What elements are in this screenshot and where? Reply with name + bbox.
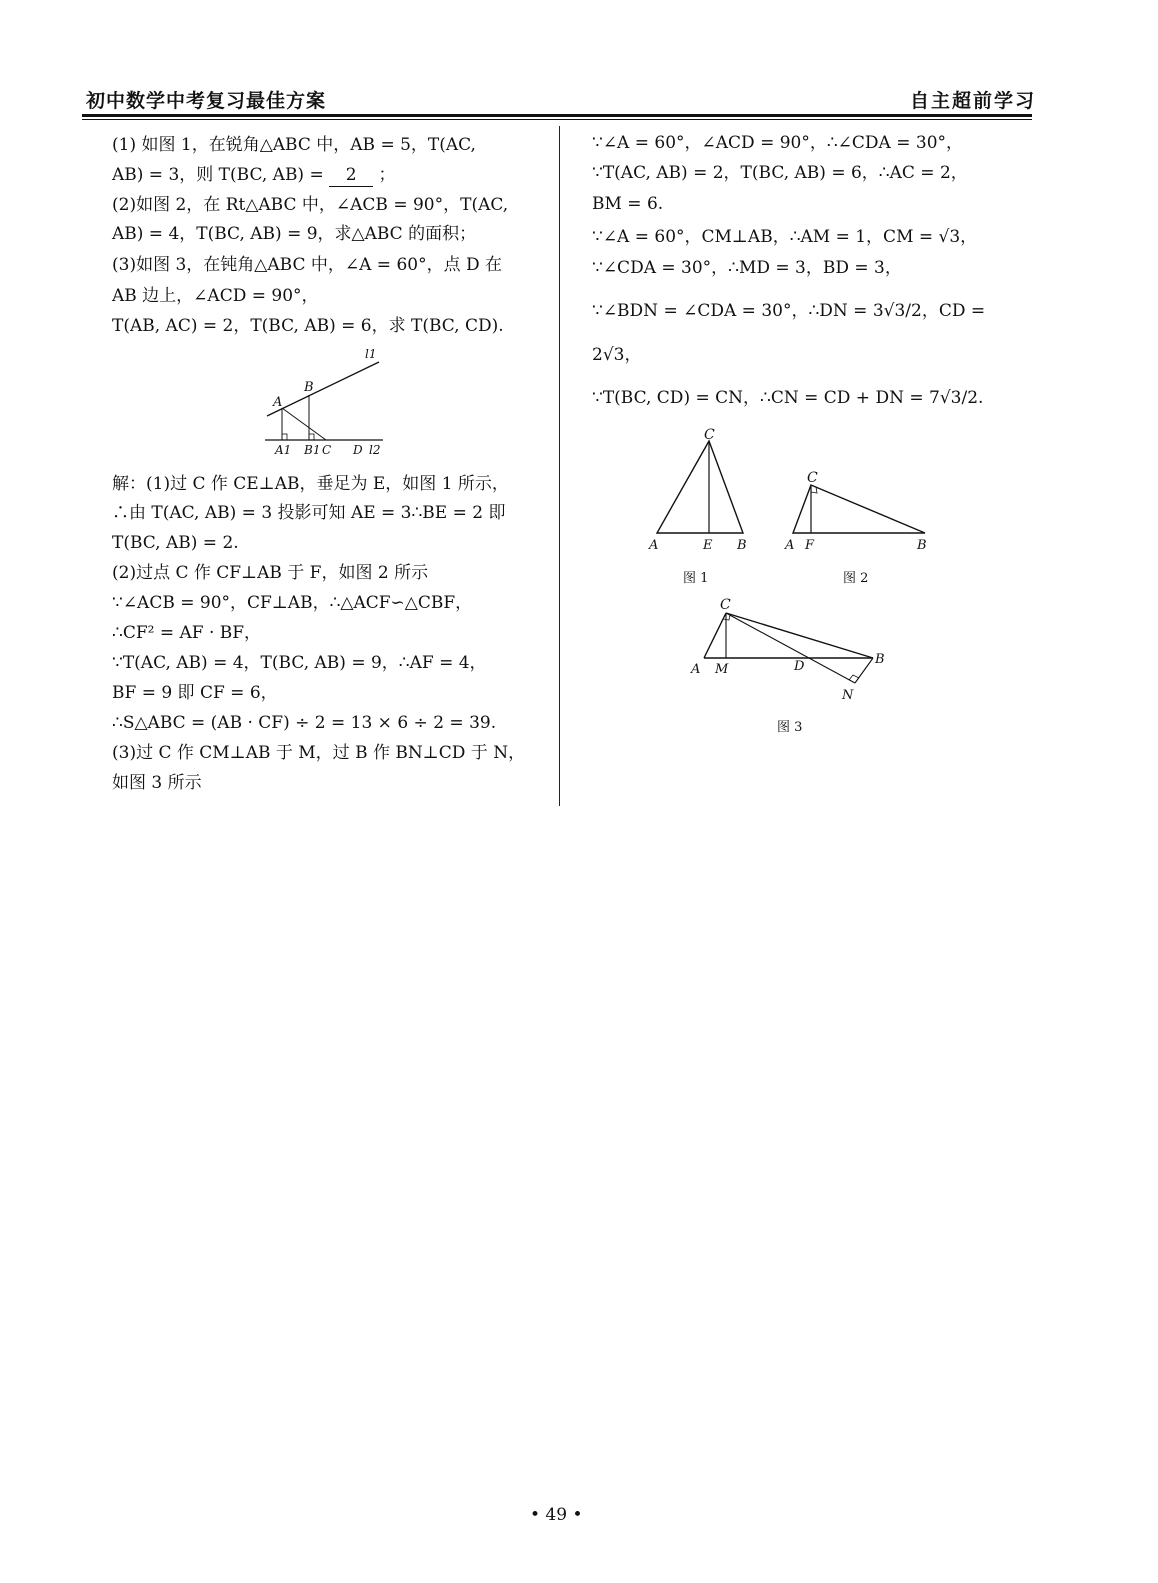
fig2-label-a: A — [785, 538, 795, 553]
fig2-label-b: B — [917, 538, 927, 553]
right-angle-a1 — [282, 434, 287, 440]
problem-line-6: AB 边上，∠ACD = 90°， — [112, 286, 319, 306]
line-l1 — [267, 362, 379, 416]
header-section-title: 自主超前学习 — [909, 90, 1036, 112]
fig3-label-d: D — [794, 659, 805, 674]
figure-1 — [645, 425, 755, 590]
solution-line-5: ∵∠ACB = 90°，CF⊥AB，∴△ACF∽△CBF， — [112, 593, 473, 613]
label-a: A — [273, 395, 283, 410]
label-c: C — [322, 443, 332, 457]
label-b: B — [304, 380, 314, 395]
header-book-title: 初中数学中考复习最佳方案 — [86, 90, 327, 112]
solution-line-3: T(BC, AB) = 2. — [112, 533, 239, 553]
solution-line-2: ∴由 T(AC, AB) = 3 投影可知 AE = 3∴BE = 2 即 — [112, 503, 506, 523]
fig1-label-c: C — [704, 427, 715, 443]
fig1-label-a: A — [649, 538, 659, 553]
figure-2 — [780, 465, 940, 590]
right-line-7: 2√3， — [592, 345, 642, 365]
label-a1: A1 — [275, 443, 292, 457]
fig3-perp-bn — [855, 658, 873, 683]
label-l1: l1 — [365, 347, 377, 361]
fig2-label-f: F — [805, 538, 815, 553]
fig3-label-b: B — [875, 652, 885, 667]
label-b1: B1 — [304, 443, 321, 457]
solution-line-4: (2)过点 C 作 CF⊥AB 于 F，如图 2 所示 — [112, 563, 429, 583]
right-line-4: ∵∠A = 60°，CM⊥AB，∴AM = 1，CM = √3， — [592, 227, 978, 247]
fig3-label-c: C — [720, 597, 731, 613]
problem-line-4: AB) = 4，T(BC, AB) = 9，求△ABC 的面积； — [112, 224, 477, 244]
fig2-right-angle-c — [811, 487, 817, 493]
header-rule — [82, 114, 1032, 117]
solution-line-1: 解：(1)过 C 作 CE⊥AB，垂足为 E，如图 1 所示， — [112, 474, 509, 494]
problem-line-2-text: AB) = 3，则 T(BC, AB) = — [112, 165, 324, 185]
fig3-side-ca — [704, 613, 726, 658]
right-line-5: ∵∠CDA = 30°，∴MD = 3，BD = 3， — [592, 258, 902, 278]
problem-line-1: (1) 如图 1，在锐角△ABC 中，AB = 5，T(AC, — [112, 135, 476, 155]
fig1-triangle — [657, 441, 743, 533]
page-number: • 49 • — [530, 1505, 583, 1525]
solution-line-9: ∴S△ABC = (AB · CF) ÷ 2 = 13 × 6 ÷ 2 = 39. — [112, 713, 497, 733]
answer-blank: 2 — [329, 164, 373, 187]
column-divider — [559, 126, 560, 806]
fig3-label-a: A — [691, 662, 701, 677]
fig2-label-c: C — [807, 470, 818, 486]
problem-line-2 — [112, 164, 396, 187]
right-line-2: ∵T(AC, AB) = 2，T(BC, AB) = 6，∴AC = 2， — [592, 163, 968, 183]
problem-line-3: (2)如图 2，在 Rt△ABC 中，∠ACB = 90°，T(AC, — [112, 195, 509, 215]
figure-3 — [685, 595, 905, 745]
fig3-side-cb — [726, 613, 873, 658]
right-line-6: ∵∠BDN = ∠CDA = 30°，∴DN = 3√3/2，CD = — [592, 301, 986, 321]
fig1-label-e: E — [703, 538, 713, 553]
solution-line-7: ∵T(AC, AB) = 4，T(BC, AB) = 9，∴AF = 4， — [112, 653, 487, 673]
fig2-caption: 图 2 — [843, 571, 869, 586]
problem-line-7: T(AB, AC) = 2，T(BC, AB) = 6，求 T(BC, CD). — [112, 316, 504, 336]
label-d: D — [353, 443, 363, 457]
projection-figure — [255, 340, 395, 460]
right-line-8: ∵T(BC, CD) = CN，∴CN = CD + DN = 7√3/2. — [592, 388, 984, 408]
right-line-1: ∵∠A = 60°，∠ACD = 90°，∴∠CDA = 30°， — [592, 133, 964, 153]
solution-line-11: 如图 3 所示 — [112, 773, 202, 793]
solution-line-10: (3)过 C 作 CM⊥AB 于 M，过 B 作 BN⊥CD 于 N， — [112, 743, 526, 763]
right-line-3: BM = 6. — [592, 194, 664, 214]
solution-line-6: ∴CF² = AF · BF， — [112, 623, 262, 643]
fig3-line-cn — [726, 613, 855, 683]
header-rule-thin — [82, 119, 1032, 120]
fig1-label-b: B — [737, 538, 747, 553]
fig3-caption: 图 3 — [777, 720, 803, 735]
fig3-label-n: N — [842, 688, 854, 703]
segment-ac — [282, 408, 326, 440]
solution-line-8: BF = 9 即 CF = 6， — [112, 683, 278, 703]
fig1-caption: 图 1 — [683, 571, 709, 586]
label-l2: l2 — [369, 443, 381, 457]
fig3-label-m: M — [715, 662, 729, 677]
problem-line-5: (3)如图 3，在钝角△ABC 中，∠A = 60°，点 D 在 — [112, 255, 503, 275]
answer-suffix: ； — [378, 165, 396, 185]
right-angle-b1 — [309, 434, 314, 440]
